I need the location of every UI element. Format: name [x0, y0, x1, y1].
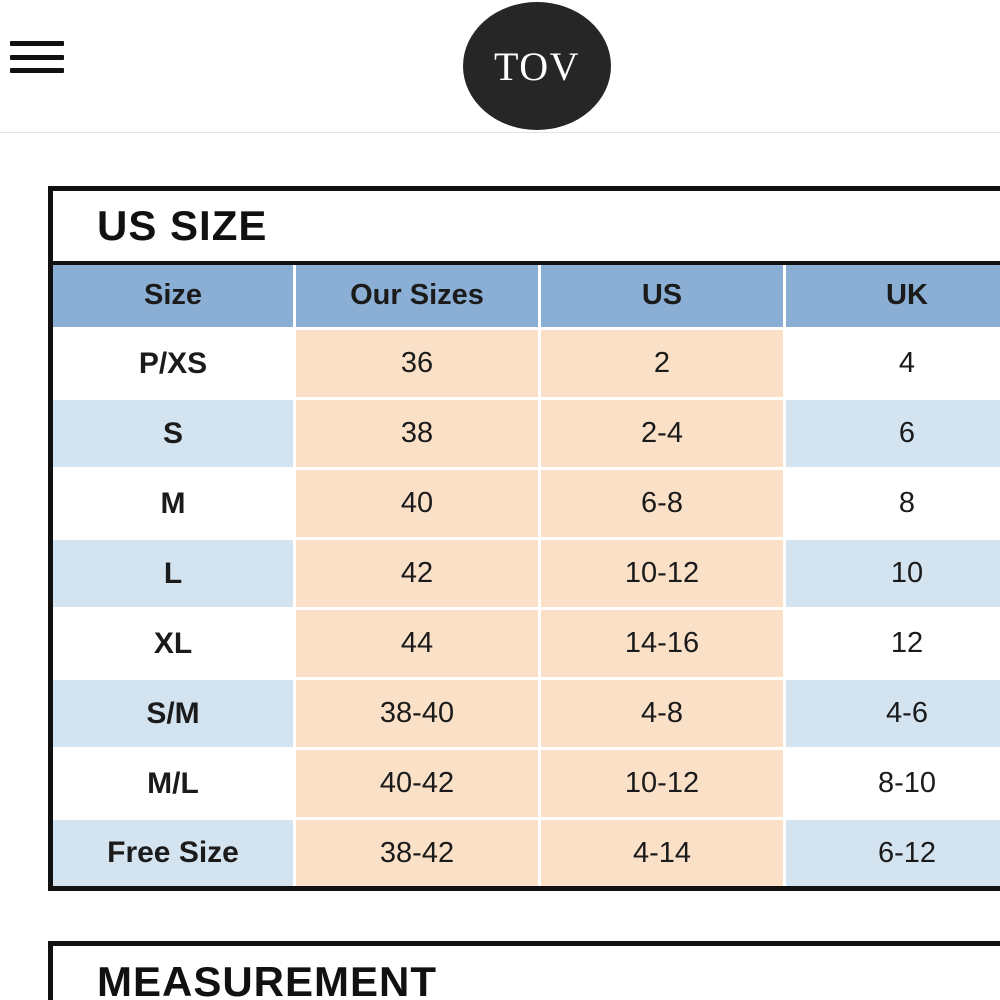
table-row [51, 469, 1000, 539]
cell-our-sizes: 38 [295, 399, 540, 469]
size-chart-title-row [51, 189, 1000, 263]
cell-uk: 6 [785, 399, 1000, 469]
cell-us: 14-16 [540, 609, 785, 679]
cell-size: M/L [51, 749, 295, 819]
cell-uk: 8-10 [785, 749, 1000, 819]
cell-our-sizes: 40-42 [295, 749, 540, 819]
hamburger-line [10, 55, 64, 60]
column-header-our-sizes: Our Sizes [295, 263, 540, 329]
hamburger-menu-icon[interactable] [10, 38, 64, 76]
size-chart-table [48, 186, 1000, 891]
cell-size: Free Size [51, 819, 295, 889]
table-row [51, 329, 1000, 399]
cell-uk: 8 [785, 469, 1000, 539]
cell-our-sizes: 44 [295, 609, 540, 679]
column-header-size: Size [51, 263, 295, 329]
column-header-uk: UK [785, 263, 1000, 329]
cell-size: S [51, 399, 295, 469]
brand-logo-text: TOV [494, 43, 580, 89]
cell-us: 10-12 [540, 749, 785, 819]
size-chart-header-row [51, 263, 1000, 329]
table-row [51, 539, 1000, 609]
table-row [51, 399, 1000, 469]
table-row [51, 609, 1000, 679]
cell-uk: 4 [785, 329, 1000, 399]
table-row [51, 679, 1000, 749]
cell-us: 2 [540, 329, 785, 399]
site-header [0, 0, 1000, 133]
hamburger-line [10, 41, 64, 46]
cell-us: 4-14 [540, 819, 785, 889]
cell-size: XL [51, 609, 295, 679]
cell-size: L [51, 539, 295, 609]
cell-us: 4-8 [540, 679, 785, 749]
brand-logo[interactable] [463, 2, 611, 130]
size-chart-title: US SIZE [51, 189, 1000, 263]
table-row [51, 819, 1000, 889]
size-chart [48, 186, 1000, 891]
cell-size: M [51, 469, 295, 539]
cell-uk: 12 [785, 609, 1000, 679]
cell-us: 10-12 [540, 539, 785, 609]
cell-size: P/XS [51, 329, 295, 399]
table-row [51, 749, 1000, 819]
hamburger-line [10, 68, 64, 73]
cell-size: S/M [51, 679, 295, 749]
cell-uk: 6-12 [785, 819, 1000, 889]
measurement-title: MEASUREMENT [97, 958, 438, 1000]
cell-our-sizes: 38-42 [295, 819, 540, 889]
cell-uk: 4-6 [785, 679, 1000, 749]
cell-our-sizes: 42 [295, 539, 540, 609]
cell-uk: 10 [785, 539, 1000, 609]
cell-our-sizes: 38-40 [295, 679, 540, 749]
cell-our-sizes: 40 [295, 469, 540, 539]
cell-our-sizes: 36 [295, 329, 540, 399]
column-header-us: US [540, 263, 785, 329]
measurement-section [48, 941, 1000, 1000]
cell-us: 6-8 [540, 469, 785, 539]
cell-us: 2-4 [540, 399, 785, 469]
